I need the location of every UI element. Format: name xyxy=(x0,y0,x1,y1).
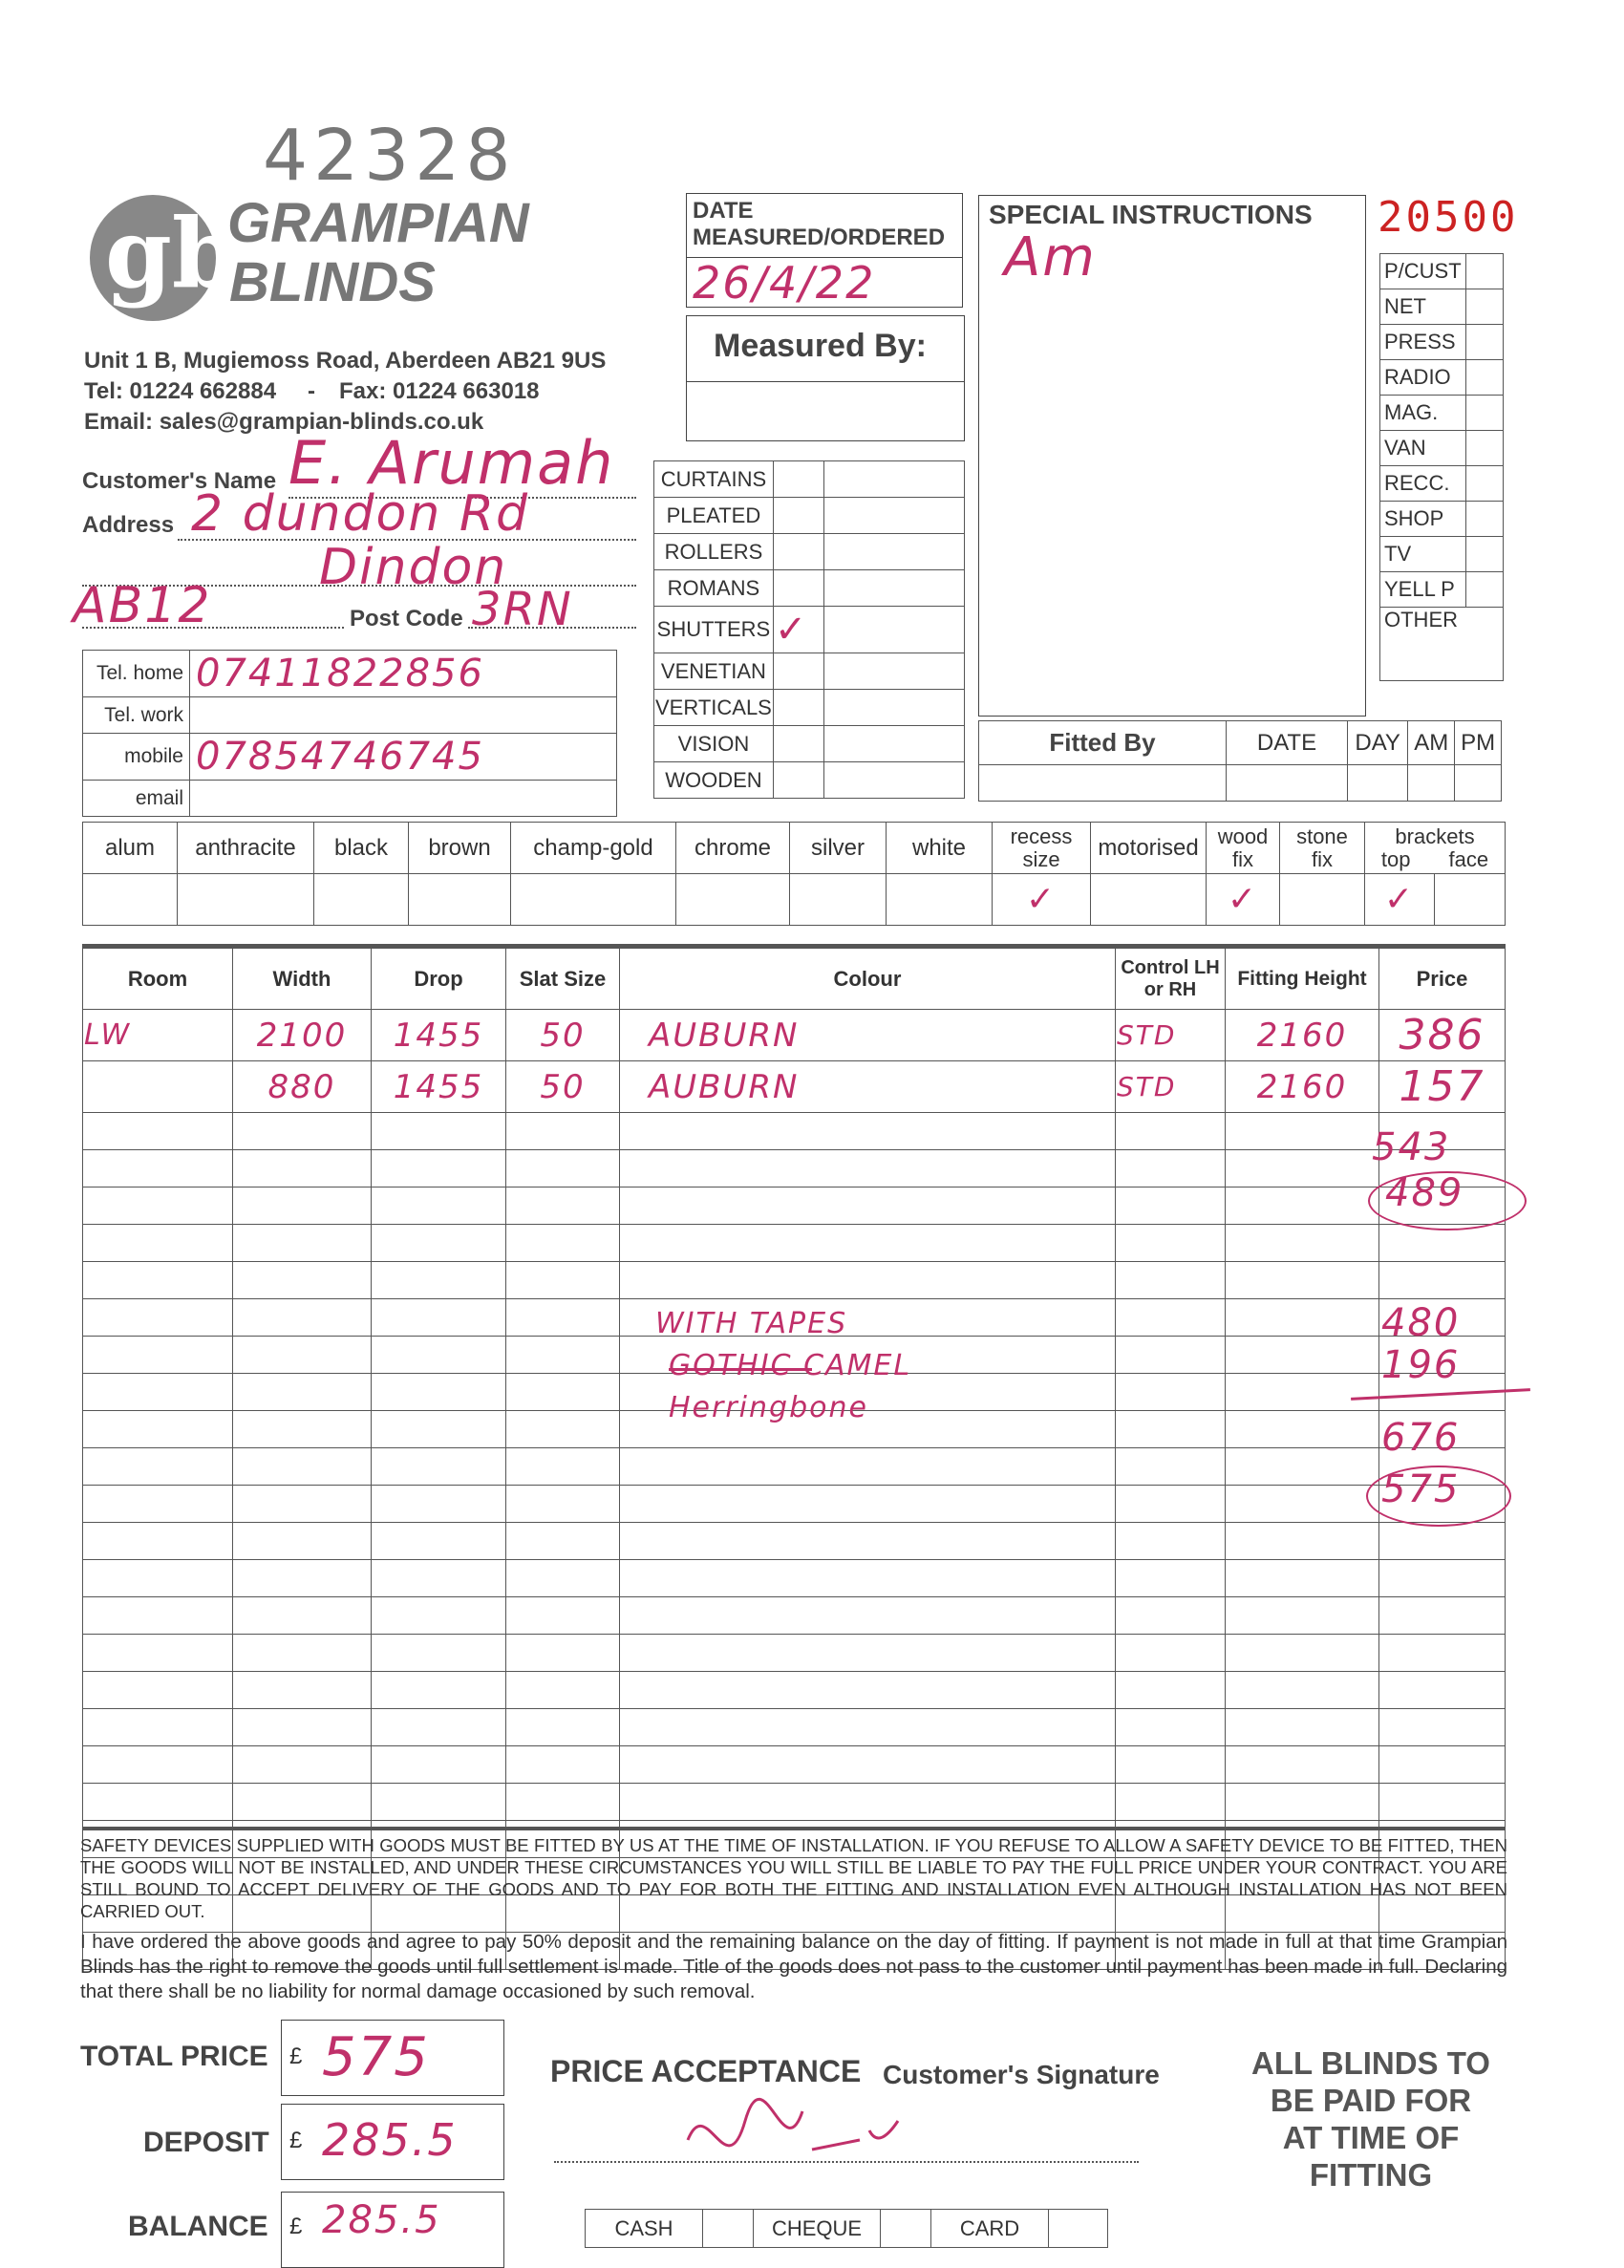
deposit-label: DEPOSIT xyxy=(143,2127,269,2158)
table-row xyxy=(83,1672,1506,1709)
company-name-line2: BLINDS xyxy=(229,251,436,313)
brackets-top-tick[interactable]: ✓ xyxy=(1365,874,1435,926)
customer-name-label: Customer's Name xyxy=(82,468,277,494)
special-instructions-value[interactable]: Am xyxy=(1004,226,1097,289)
type-romans: ROMANS xyxy=(654,570,774,607)
type-curtains-tick[interactable] xyxy=(773,461,823,498)
table-row xyxy=(83,1597,1506,1635)
discounted-2[interactable]: 575 xyxy=(1381,1467,1461,1511)
order-table xyxy=(82,948,1506,1970)
source-mag: MAG. xyxy=(1380,396,1466,431)
source-recc: RECC. xyxy=(1380,466,1466,502)
type-venetian: VENETIAN xyxy=(654,653,774,690)
special-instructions-label: SPECIAL INSTRUCTIONS xyxy=(989,200,1313,229)
customer-name[interactable]: E. Arumah xyxy=(288,428,615,498)
form-number: 20500 xyxy=(1378,193,1519,242)
total-price-box xyxy=(281,2020,504,2096)
col-fitting-height: Fitting Height xyxy=(1226,949,1379,1010)
col-room: Room xyxy=(83,949,233,1010)
row2-colour[interactable]: AUBURN xyxy=(620,1061,1116,1113)
subtotal-1[interactable]: 543 xyxy=(1372,1125,1451,1169)
fitted-date-value[interactable] xyxy=(1227,765,1348,802)
fitted-day-value[interactable] xyxy=(1348,765,1408,802)
note-gothic-camel[interactable]: GOTHIC CAMEL xyxy=(669,1349,912,1382)
finish-champ-gold: champ-gold xyxy=(511,823,676,874)
balance-value[interactable]: 285.5 xyxy=(322,2198,441,2242)
total-price-label: TOTAL PRICE xyxy=(80,2041,268,2072)
date-value[interactable]: 26/4/22 xyxy=(693,257,876,309)
type-wooden: WOODEN xyxy=(654,762,774,799)
finish-white-box[interactable] xyxy=(887,874,993,926)
row1-drop[interactable]: 1455 xyxy=(372,1010,506,1061)
agreement-terms: I have ordered the above goods and agree to pay 50% deposit and the remaining balance on the day of fitting. If payment is not made in full at that time Grampian Blinds has the right to remove the goods until full settlement is made. Title of the goods does not pass to the customer until payment has been made in full. Declaring that there shall be no liability for normal damage occasioned by such removal. xyxy=(80,1931,1507,2002)
finish-black: black xyxy=(314,823,409,874)
finish-brown-box[interactable] xyxy=(409,874,511,926)
finish-chrome: chrome xyxy=(676,823,790,874)
type-shutters: SHUTTERS xyxy=(654,607,774,653)
company-fax: Fax: 01224 663018 xyxy=(339,378,540,404)
source-tv: TV xyxy=(1380,537,1466,572)
notice-line2: BE PAID FOR xyxy=(1270,2083,1472,2118)
table-row xyxy=(83,1486,1506,1523)
row2-drop[interactable]: 1455 xyxy=(372,1061,506,1113)
brackets-face-box[interactable] xyxy=(1435,874,1506,926)
logo-letters: gb xyxy=(105,197,227,310)
subtotal-2[interactable]: 676 xyxy=(1381,1416,1461,1460)
table-row xyxy=(83,1523,1506,1560)
row2-price[interactable]: 157 xyxy=(1379,1061,1506,1113)
source-press: PRESS xyxy=(1380,325,1466,360)
payment-methods-table xyxy=(585,2209,1108,2248)
col-slat-size: Slat Size xyxy=(506,949,620,1010)
balance-box xyxy=(281,2192,504,2268)
measured-by-value[interactable] xyxy=(696,389,954,431)
table-row xyxy=(83,1010,1506,1061)
table-row xyxy=(83,1225,1506,1262)
type-venetian-tick[interactable] xyxy=(773,653,823,690)
col-drop: Drop xyxy=(372,949,506,1010)
company-address: Unit 1 B, Mugiemoss Road, Aberdeen AB21 9US xyxy=(84,348,607,374)
row1-slat[interactable]: 50 xyxy=(506,1010,620,1061)
strike-gothic xyxy=(669,1368,812,1371)
type-vision: VISION xyxy=(654,726,774,762)
table-row xyxy=(83,1262,1506,1299)
address-line1[interactable]: 2 dundon Rd xyxy=(191,485,529,543)
stone-fix-box[interactable] xyxy=(1280,874,1365,926)
source-pcust: P/CUST xyxy=(1380,254,1466,289)
table-row xyxy=(83,1187,1506,1225)
email-label: email xyxy=(83,781,190,817)
type-romans-tick[interactable] xyxy=(773,570,823,607)
finish-motorised: motorised xyxy=(1091,823,1207,874)
fitted-date-label: DATE xyxy=(1227,721,1348,765)
row2-slat[interactable]: 50 xyxy=(506,1061,620,1113)
finish-silver-box[interactable] xyxy=(790,874,887,926)
balance-label: BALANCE xyxy=(128,2211,268,2242)
postcode-value[interactable]: 3RN xyxy=(472,583,573,636)
wood-fix-label: fix xyxy=(1232,846,1253,871)
fitted-by-value[interactable] xyxy=(979,765,1227,802)
recess-size-tick[interactable]: ✓ xyxy=(993,874,1091,926)
tel-work-label: Tel. work xyxy=(83,697,190,734)
table-row xyxy=(83,1113,1506,1150)
safety-terms: SAFETY DEVICES SUPPLIED WITH GOODS MUST BE FITTED BY US AT THE TIME OF INSTALLATION. IF YOU REFUSE TO ALLOW A SAFETY DEVICE TO BE FITTED, THEN THE GOODS WILL NOT BE INSTALLED, AND UNDER THESE CIRCUMSTANCES YOU WILL STILL BE LIABLE TO PAY THE FULL PRICE UNDER YOUR CONTRACT. YOU ARE STILL BOUND TO ACCEPT DELIVERY OF THE GOODS AND TO PAY FOR BOTH THE FITTING AND INSTALLATION EVEN ALTHOUGH INSTALLATION HAS NOT BEEN CARRIED OUT. xyxy=(80,1835,1507,1921)
address-label: Address xyxy=(82,512,175,538)
date-measured-box xyxy=(686,193,963,308)
table-row xyxy=(83,1635,1506,1672)
customer-signature xyxy=(669,2083,955,2207)
recess-label: recess xyxy=(1010,824,1073,848)
finish-wood-fix xyxy=(1207,823,1280,874)
col-colour: Colour xyxy=(620,949,1116,1010)
finish-brackets xyxy=(1365,823,1506,874)
type-curtains: CURTAINS xyxy=(654,461,774,498)
source-radio: RADIO xyxy=(1380,360,1466,396)
date-label-line1: DATE xyxy=(693,198,754,224)
fitted-by-label: Fitted By xyxy=(979,721,1227,765)
row1-price[interactable]: 386 xyxy=(1379,1010,1506,1061)
note-herringbone[interactable]: Herringbone xyxy=(669,1391,868,1424)
row1-colour[interactable]: AUBURN xyxy=(620,1010,1116,1061)
stone-fix-label: fix xyxy=(1312,846,1333,871)
row2-height[interactable]: 2160 xyxy=(1226,1061,1379,1113)
table-row xyxy=(83,1061,1506,1113)
order-header-row xyxy=(83,949,1506,1010)
mobile-value[interactable]: 07854746745 xyxy=(190,734,617,781)
source-list xyxy=(1379,253,1504,681)
email-value[interactable] xyxy=(190,781,617,817)
type-rollers: ROLLERS xyxy=(654,534,774,570)
finish-black-box[interactable] xyxy=(314,874,409,926)
source-shop: SHOP xyxy=(1380,502,1466,537)
finish-chrome-box[interactable] xyxy=(676,874,790,926)
company-tel: Tel: 01224 662884 xyxy=(84,378,277,404)
notice-line4: FITTING xyxy=(1309,2157,1433,2193)
motorised-box[interactable] xyxy=(1091,874,1207,926)
brackets-face-label: face xyxy=(1448,846,1489,871)
row2-width[interactable]: 880 xyxy=(233,1061,372,1113)
fitted-am-value[interactable] xyxy=(1408,765,1455,802)
notice-line3: AT TIME OF xyxy=(1282,2120,1460,2155)
source-other: OTHER xyxy=(1380,608,1504,681)
finish-anthracite: anthracite xyxy=(178,823,314,874)
special-instructions-box xyxy=(978,195,1366,717)
finish-alum: alum xyxy=(83,823,178,874)
col-price: Price xyxy=(1379,949,1506,1010)
fitted-pm-value[interactable] xyxy=(1455,765,1502,802)
finish-white: white xyxy=(887,823,993,874)
postcode-prefix[interactable]: AB12 xyxy=(73,577,212,634)
type-vision-tick[interactable] xyxy=(773,726,823,762)
row1-control[interactable]: STD xyxy=(1116,1010,1226,1061)
finish-silver: silver xyxy=(790,823,887,874)
measured-by-box xyxy=(686,315,965,441)
fitted-am-label: AM xyxy=(1408,721,1455,765)
address-line2[interactable]: Dindon xyxy=(319,539,508,596)
table-row xyxy=(83,1448,1506,1486)
table-row xyxy=(83,1709,1506,1746)
extra-price-2[interactable]: 196 xyxy=(1381,1343,1461,1387)
table-row xyxy=(83,1746,1506,1784)
company-logo xyxy=(84,191,227,325)
type-pleated: PLEATED xyxy=(654,498,774,534)
source-net: NET xyxy=(1380,289,1466,325)
type-rollers-tick[interactable] xyxy=(773,534,823,570)
wood-fix-tick[interactable]: ✓ xyxy=(1207,874,1280,926)
fitted-day-label: DAY xyxy=(1348,721,1408,765)
wood-label: wood xyxy=(1217,824,1269,848)
col-width: Width xyxy=(233,949,372,1010)
blind-types-table xyxy=(653,460,965,799)
tel-work-value[interactable] xyxy=(190,697,617,734)
discounted-1[interactable]: 489 xyxy=(1385,1171,1464,1215)
job-number: 42328 xyxy=(263,115,517,197)
table-row xyxy=(83,1150,1506,1187)
deposit-box xyxy=(281,2104,504,2180)
row1-room[interactable]: LW xyxy=(83,1010,233,1061)
pay-cash[interactable]: CASH xyxy=(586,2210,703,2248)
finish-alum-box[interactable] xyxy=(83,874,178,926)
stone-label: stone xyxy=(1296,824,1348,848)
type-pleated-tick[interactable] xyxy=(773,498,823,534)
row2-room[interactable] xyxy=(83,1061,233,1113)
brackets-top-label: top xyxy=(1380,846,1411,871)
deposit-value[interactable]: 285.5 xyxy=(322,2114,458,2166)
pay-cheque[interactable]: CHEQUE xyxy=(754,2210,881,2248)
company-name-line1: GRAMPIAN xyxy=(227,192,529,254)
type-wooden-tick[interactable] xyxy=(773,762,823,799)
note-with-tapes[interactable]: WITH TAPES xyxy=(655,1307,848,1340)
type-shutters-tick[interactable]: ✓ xyxy=(773,607,823,653)
source-van: VAN xyxy=(1380,431,1466,466)
phone-table xyxy=(82,650,617,817)
row1-height[interactable]: 2160 xyxy=(1226,1010,1379,1061)
source-yellp: YELL P xyxy=(1380,572,1466,608)
finish-champ-gold-box[interactable] xyxy=(511,874,676,926)
brackets-label: brackets xyxy=(1395,824,1475,848)
price-acceptance-title: PRICE ACCEPTANCE xyxy=(550,2054,862,2088)
table-row xyxy=(83,1560,1506,1597)
tel-home-value[interactable]: 07411822856 xyxy=(190,651,617,697)
deposit-currency: £ xyxy=(289,2128,303,2153)
extra-price-1[interactable]: 480 xyxy=(1381,1301,1461,1345)
finish-anthracite-box[interactable] xyxy=(178,874,314,926)
finish-options-table xyxy=(82,822,1506,926)
total-currency: £ xyxy=(289,2043,303,2069)
finish-recess-size xyxy=(993,823,1091,874)
pay-card[interactable]: CARD xyxy=(931,2210,1049,2248)
tel-home-label: Tel. home xyxy=(83,651,190,697)
finish-brown: brown xyxy=(409,823,511,874)
logo-mark-icon xyxy=(84,191,227,325)
row1-width[interactable]: 2100 xyxy=(233,1010,372,1061)
notice-line1: ALL BLINDS TO xyxy=(1251,2045,1490,2081)
customer-signature-label: Customer's Signature xyxy=(883,2060,1160,2089)
size-label: size xyxy=(1022,846,1060,871)
measured-by-label: Measured By: xyxy=(714,328,927,364)
type-verticals-tick[interactable] xyxy=(773,690,823,726)
postcode-label: Post Code xyxy=(350,606,463,631)
payment-notice xyxy=(1213,2044,1528,2193)
row2-control[interactable]: STD xyxy=(1116,1061,1226,1113)
type-verticals: VERTICALS xyxy=(654,690,774,726)
company-email: Email: sales@grampian-blinds.co.uk xyxy=(84,409,484,435)
fitted-table xyxy=(978,720,1502,802)
mobile-label: mobile xyxy=(83,734,190,781)
date-label-line2: MEASURED/ORDERED xyxy=(693,225,946,250)
balance-currency: £ xyxy=(289,2214,303,2239)
company-tel-separator: - xyxy=(308,378,315,404)
total-price-value[interactable]: 575 xyxy=(322,2026,430,2088)
fitted-pm-label: PM xyxy=(1455,721,1502,765)
col-control: Control LH or RH xyxy=(1116,949,1226,1010)
table-row xyxy=(83,1784,1506,1821)
finish-stone-fix xyxy=(1280,823,1365,874)
